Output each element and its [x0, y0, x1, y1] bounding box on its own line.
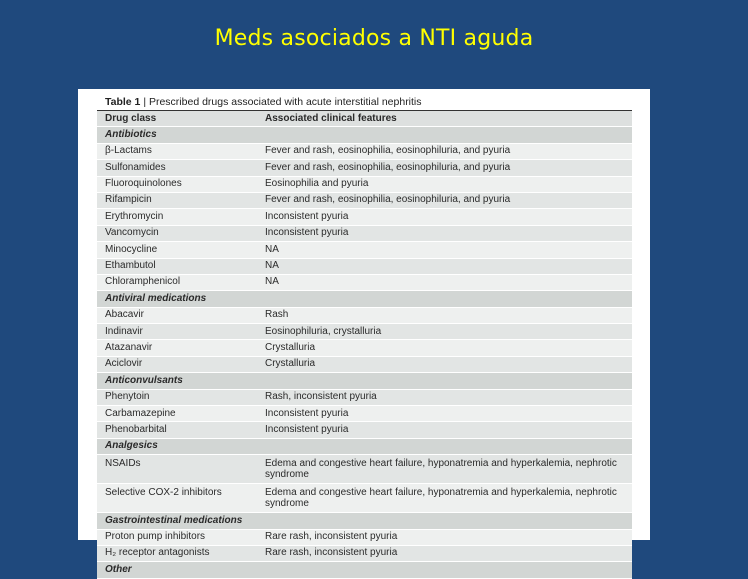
section-heading: Other: [105, 563, 132, 575]
drug-class-cell: Abacavir: [105, 309, 144, 321]
table-row: [97, 455, 632, 484]
drug-class-cell: Minocycline: [105, 243, 158, 255]
table-row: [97, 530, 632, 546]
drug-class-cell: Phenobarbital: [105, 423, 167, 435]
table-row: [97, 144, 632, 160]
drug-class-cell: H₂ receptor antagonists: [105, 547, 210, 559]
table-section-row: [97, 291, 632, 307]
table-row: [97, 390, 632, 406]
clinical-features-cell: Fever and rash, eosinophilia, eosinophiluria, and pyuria: [265, 145, 511, 157]
clinical-features-cell: Eosinophilia and pyuria: [265, 178, 369, 190]
clinical-features-cell: Rash, inconsistent pyuria: [265, 391, 377, 403]
drug-class-cell: Chloramphenicol: [105, 276, 181, 288]
drug-class-cell: Aciclovir: [105, 358, 143, 370]
clinical-features-cell: Fever and rash, eosinophilia, eosinophiluria, and pyuria: [265, 161, 511, 173]
drug-class-cell: Atazanavir: [105, 341, 153, 353]
header-drug-class: Drug class: [105, 112, 157, 124]
clinical-features-cell: Inconsistent pyuria: [265, 407, 349, 419]
table-row: [97, 259, 632, 275]
slide-title: Meds asociados a NTI aguda: [214, 26, 534, 51]
drug-class-cell: Ethambutol: [105, 260, 156, 272]
clinical-features-cell: Edema and congestive heart failure, hyponatremia and hyperkalemia, nephrotic syndrome: [265, 458, 617, 481]
table-row: [97, 357, 632, 373]
caption-text: Prescribed drugs associated with acute interstitial nephritis: [148, 96, 422, 108]
table-body: [97, 127, 632, 578]
clinical-features-cell: Rash: [265, 309, 289, 321]
table-row: [97, 546, 632, 562]
drug-class-cell: Indinavir: [105, 325, 143, 337]
section-heading: Antibiotics: [105, 128, 157, 140]
table-section-row: [97, 513, 632, 529]
drug-class-cell: Proton pump inhibitors: [105, 531, 206, 543]
drug-class-cell: β-Lactams: [105, 145, 152, 157]
drug-class-cell: Erythromycin: [105, 210, 164, 222]
drug-class-cell: NSAIDs: [105, 458, 141, 470]
table-row: [97, 226, 632, 242]
clinical-features-cell: Inconsistent pyuria: [265, 423, 349, 435]
clinical-features-cell: [265, 513, 632, 528]
clinical-features-cell: [265, 373, 632, 388]
table-section-row: [97, 373, 632, 389]
clinical-features-cell: [265, 127, 632, 142]
clinical-features-cell: Rare rash, inconsistent pyuria: [265, 531, 398, 543]
table-row: [97, 242, 632, 258]
table-row: [97, 406, 632, 422]
clinical-features-cell: [265, 291, 632, 306]
drug-class-cell: Rifampicin: [105, 194, 152, 206]
clinical-features-cell: [265, 439, 632, 454]
clinical-features-cell: Fever and rash, eosinophilia, eosinophiluria, and pyuria: [265, 194, 511, 206]
clinical-features-cell: [265, 562, 632, 577]
table-section-row: [97, 439, 632, 455]
clinical-features-cell: Eosinophiluria, crystalluria: [265, 325, 382, 337]
clinical-features-cell: Crystalluria: [265, 358, 316, 370]
table-row: [97, 340, 632, 356]
drug-class-cell: Vancomycin: [105, 227, 159, 239]
clinical-features-cell: Crystalluria: [265, 341, 316, 353]
table-header-row: [97, 111, 632, 127]
table-label: Table 1: [105, 96, 141, 108]
drug-class-cell: Selective COX-2 inhibitors: [105, 487, 222, 499]
clinical-features-cell: Rare rash, inconsistent pyuria: [265, 547, 398, 559]
table-section-row: [97, 127, 632, 143]
drug-table: [97, 95, 632, 579]
drug-class-cell: Fluoroquinolones: [105, 178, 182, 190]
clinical-features-cell: NA: [265, 260, 279, 272]
clinical-features-cell: Inconsistent pyuria: [265, 227, 349, 239]
header-clinical-features: Associated clinical features: [265, 112, 397, 124]
table-row: [97, 422, 632, 438]
table-row: [97, 324, 632, 340]
table-row: [97, 193, 632, 209]
table-section-row: [97, 562, 632, 578]
clinical-features-cell: NA: [265, 243, 279, 255]
drug-class-cell: Sulfonamides: [105, 161, 166, 173]
section-heading: Anticonvulsants: [105, 374, 183, 386]
clinical-features-cell: Inconsistent pyuria: [265, 210, 349, 222]
drug-class-cell: Phenytoin: [105, 391, 150, 403]
table-row: [97, 209, 632, 225]
section-heading: Analgesics: [105, 440, 158, 452]
table-row: [97, 484, 632, 513]
table-caption: [97, 95, 632, 111]
clinical-features-cell: Edema and congestive heart failure, hyponatremia and hyperkalemia, nephrotic syndrome: [265, 487, 617, 510]
table-row: [97, 177, 632, 193]
drug-class-cell: Carbamazepine: [105, 407, 176, 419]
section-heading: Antiviral medications: [105, 292, 207, 304]
table-image-panel: [78, 89, 650, 575]
caption-separator: |: [140, 96, 149, 108]
table-row: [97, 160, 632, 176]
table-row: [97, 275, 632, 291]
clinical-features-cell: NA: [265, 276, 279, 288]
section-heading: Gastrointestinal medications: [105, 514, 243, 526]
table-row: [97, 308, 632, 324]
